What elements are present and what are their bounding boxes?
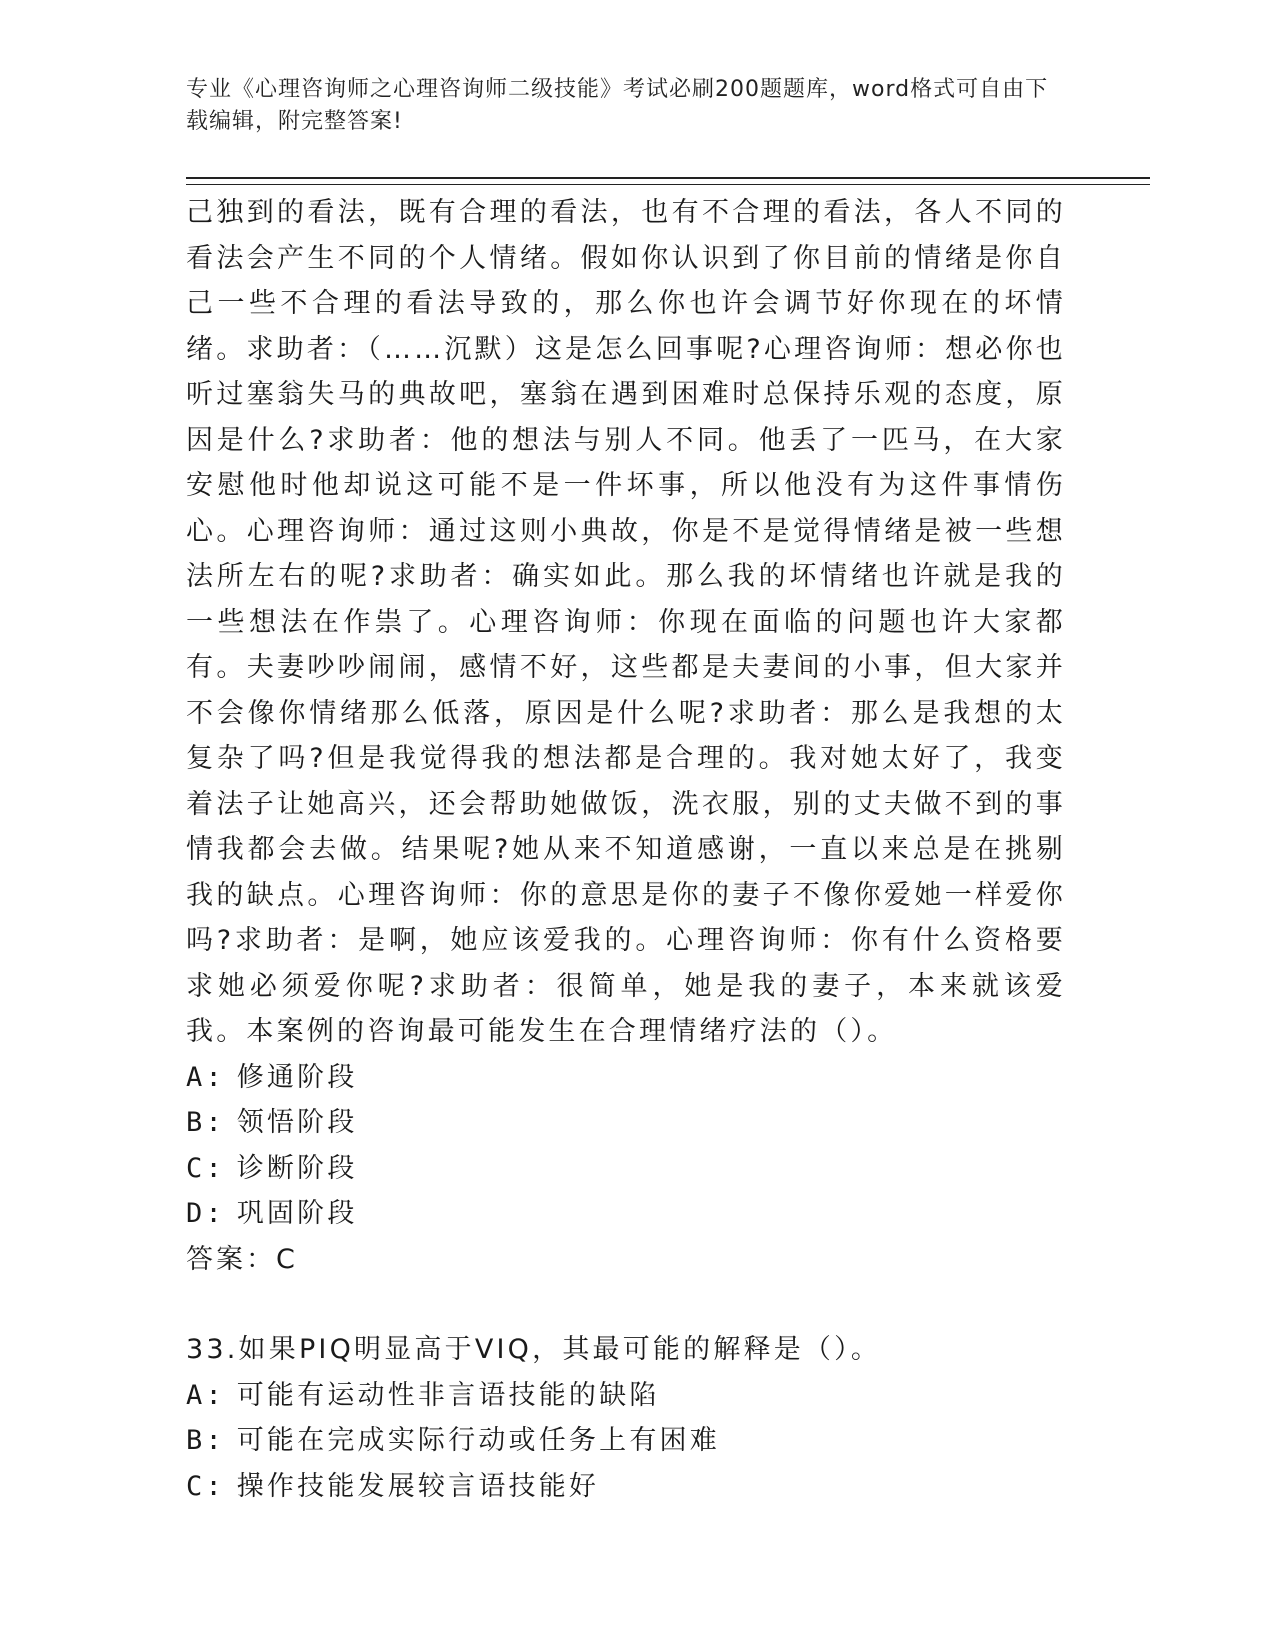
- option-text: 领悟阶段: [236, 1107, 358, 1138]
- option-text: 可能有运动性非言语技能的缺陷: [236, 1379, 660, 1411]
- document-header: 专业《心理咨询师之心理咨询师二级技能》考试必刷200题题库，word格式可自由下载编辑，附完整答案!: [186, 77, 1049, 134]
- option-text: 可能在完成实际行动或任务上有困难: [236, 1425, 720, 1456]
- question-33-option-c: [186, 1464, 1066, 1510]
- option-text: 操作技能发展较言语技能好: [236, 1470, 600, 1502]
- option-key: C:: [186, 1152, 225, 1184]
- option-key: B:: [186, 1107, 225, 1138]
- option-key: B:: [186, 1425, 225, 1456]
- question-33-text: 33.如果PIQ明显高于VIQ，其最可能的解释是（）。: [186, 1334, 882, 1365]
- option-text: 巩固阶段: [236, 1198, 358, 1229]
- question-32-answer: 答案：C: [186, 1243, 298, 1275]
- option-key: D:: [186, 1198, 225, 1229]
- question-32-option-d: [186, 1191, 1066, 1237]
- question-33-option-a: [186, 1373, 1066, 1419]
- question-32-option-c: [186, 1146, 1066, 1192]
- question-32-option-b: [186, 1100, 1066, 1146]
- question-33-option-b: [186, 1418, 1066, 1464]
- option-key: C:: [186, 1470, 225, 1502]
- option-key: A:: [186, 1061, 225, 1093]
- option-key: A:: [186, 1379, 225, 1411]
- question-32-text: 己独到的看法，既有合理的看法，也有不合理的看法，各人不同的看法会产生不同的个人情绪。假如你认识到了你目前的情绪是你自己一些不合理的看法导致的，那么你也许会调节好你现在的坏情绪。求助者：（……沉默）这是怎么回事呢?心理咨询师：想必你也听过塞翁失马的典故吧，塞翁在遇到困难时总保持乐观的态度，原因是什么?求助者：他的想法与别人不同。他丢了一匹马，在大家安慰他时他却说这可能不是一件坏事，所以他没有为这件事情伤心。心理咨询师：通过这则小典故，你是不是觉得情绪是被一些想法所左右的呢?求助者：确实如此。那么我的坏情绪也许就是我的一些想法在作祟了。心理咨询师：你现在面临的问题也许大家都有。夫妻吵吵闹闹，感情不好，这些都是夫妻间的小事，但大家并不会像你情绪那么低落，原因是什么呢?求助者：那么是我想的太复杂了吗?但是我觉得我的想法都是合理的。我对她太好了，我变着法子让她高兴，还会帮助她做饭，洗衣服，别的丈夫做不到的事情我都会去做。结果呢?她从来不知道感谢，一直以来总是在挑剔我的缺点。心理咨询师：你的意思是你的妻子不像你爱她一样爱你吗?求助者：是啊，她应该爱我的。心理咨询师：你有什么资格要求她必须爱你呢?求助者：很简单，她是我的妻子，本来就该爱我。本案例的咨询最可能发生在合理情绪疗法的（）。: [186, 197, 1066, 1047]
- option-text: 诊断阶段: [236, 1152, 358, 1184]
- header-divider-thin: [186, 184, 1150, 185]
- option-text: 修通阶段: [236, 1061, 358, 1093]
- question-spacer: [186, 1282, 1066, 1327]
- header-divider-thick: [186, 177, 1150, 179]
- document-body: [186, 190, 1066, 1509]
- question-32-option-a: [186, 1055, 1066, 1101]
